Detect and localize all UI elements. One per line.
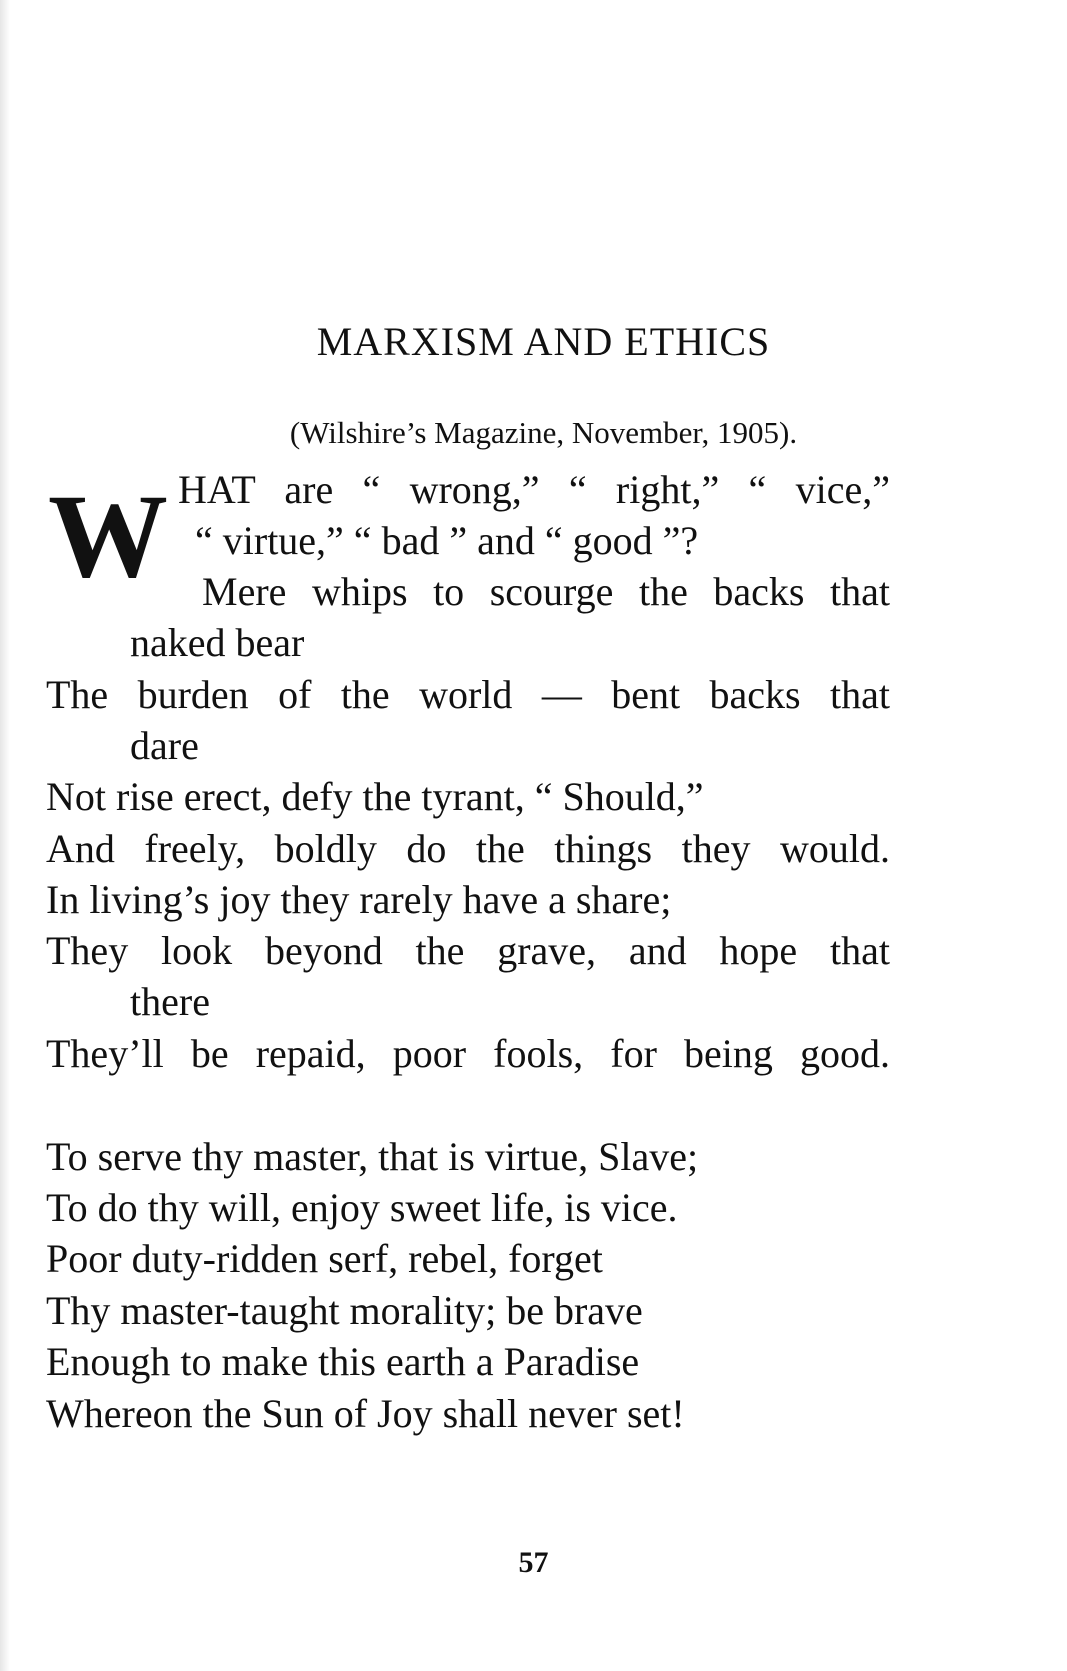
poem-line: Mere whips to scourge the backs that xyxy=(202,569,890,614)
page-edge-shadow xyxy=(0,0,10,1671)
poem-line: In living’s joy they rarely have a share; xyxy=(46,877,672,922)
poem-line: Enough to make this earth a Paradise xyxy=(46,1339,640,1384)
poem-source-citation: (Wilshire’s Magazine, November, 1905). xyxy=(289,415,798,450)
drop-cap-letter: W xyxy=(48,469,168,602)
poem-line: Poor duty-ridden serf, rebel, forget xyxy=(46,1236,603,1281)
poem-line: They’ll be repaid, poor fools, for being good. xyxy=(46,1031,890,1076)
poem-line: HAT are “ wrong,” “ right,” “ vice,” xyxy=(178,467,890,512)
poem-line: “ virtue,” “ bad ” and “ good ”? xyxy=(195,518,699,563)
poem-line: To do thy will, enjoy sweet life, is vice. xyxy=(46,1185,678,1230)
poem-line: Whereon the Sun of Joy shall never set! xyxy=(46,1391,685,1436)
poem-line: To serve thy master, that is virtue, Slave; xyxy=(46,1134,699,1179)
poem-line: dare xyxy=(130,723,199,768)
poem-line: Not rise erect, defy the tyrant, “ Should,” xyxy=(46,774,704,819)
poem-line: Thy master-taught morality; be brave xyxy=(46,1288,643,1333)
poem-line: there xyxy=(130,979,210,1024)
poem-line: They look beyond the grave, and hope that xyxy=(46,928,890,973)
poem-title: MARXISM AND ETHICS xyxy=(316,319,771,364)
poem-line: The burden of the world — bent backs that xyxy=(46,672,890,717)
page-number: 57 xyxy=(518,1546,549,1579)
poem-line: And freely, boldly do the things they would. xyxy=(46,826,890,871)
poem-line: naked bear xyxy=(130,620,305,665)
